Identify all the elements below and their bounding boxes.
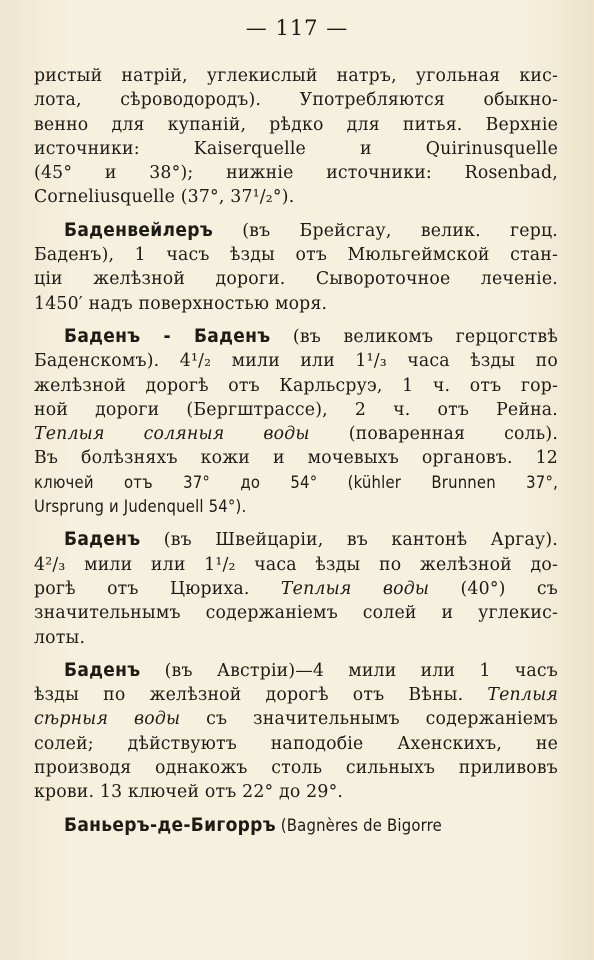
entry-heading: Баденъ - Баденъ — [64, 324, 271, 347]
text-line — [34, 577, 558, 601]
entry-heading: Баденвейлеръ — [64, 218, 213, 241]
text-segment: (40°) съ — [429, 578, 558, 599]
text-line: Ursprung и Judenquell 54°). — [34, 497, 247, 517]
entry-badenweiler — [34, 218, 558, 316]
text-line: крови. 13 ключей отъ 22° до 29°. — [34, 782, 344, 803]
entry-first-line — [34, 324, 558, 349]
entry-first-line — [34, 527, 558, 552]
text-line: 4²/₃ мили или 1¹/₂ часа ѣзды по желѣзной до- — [34, 554, 558, 575]
entry-first-line — [34, 658, 558, 683]
text-line: ристый натрій, углекислый натръ, угольная кис- — [34, 66, 558, 86]
text-line — [34, 422, 558, 446]
text-line: ной дороги (Бергштрассе), 2 ч. отъ Рейна. — [34, 399, 558, 420]
text-segment: рогѣ отъ Цюриха. — [34, 578, 281, 599]
entry-line-rest: (въ Швейцаріи, въ кантонѣ Аргау). — [140, 530, 558, 551]
text-line: значительнымъ содержаніемъ солей и углекис- — [34, 603, 558, 624]
text-line: Баденскомъ). 4¹/₂ мили или 1¹/₃ часа ѣзды по — [34, 351, 558, 372]
italic-phrase: Теплыя воды — [280, 578, 430, 599]
text-segment: съ значительнымъ содержаніемъ — [180, 709, 558, 730]
text-line: Corneliusquelle (37°, 37¹/₂°). — [34, 187, 295, 208]
page-number: — 117 — — [245, 16, 349, 40]
italic-phrase: Теплыя соляныя воды — [34, 424, 310, 445]
text-line: лоты. — [34, 627, 86, 648]
text-line — [34, 683, 558, 707]
entry-heading: Баденъ — [64, 528, 141, 551]
entry-line-rest: (въ великомъ герцогствѣ — [270, 326, 558, 347]
text-line: желѣзной дорогѣ отъ Карльсруэ, 1 ч. отъ гор- — [34, 375, 558, 396]
entry-baden-switzerland — [34, 527, 558, 649]
text-segment: (поваренная соль). — [309, 424, 559, 445]
text-line: Баденъ), 1 часъ ѣзды отъ Мюльгеймской стан- — [34, 245, 558, 266]
text-line — [34, 707, 558, 731]
intro-paragraph — [34, 64, 558, 210]
italic-phrase: Теплыя — [487, 685, 558, 706]
entry-line-rest: (въ Брейсгау, велик. герц. — [212, 220, 558, 241]
text-line: Въ болѣзняхъ кожи и мочевыхъ органовъ. 12 — [34, 448, 558, 469]
text-line: лота, сѣроводородъ). Употребляются обыкно- — [34, 90, 558, 111]
text-segment: ѣзды по желѣзной дорогѣ отъ Вѣны. — [34, 685, 488, 706]
entry-line-rest: (въ Австріи)—4 мили или 1 часъ — [140, 660, 558, 681]
entry-baden-baden — [34, 324, 558, 519]
entry-bagneres-de-bigorre — [34, 813, 558, 838]
text-line: ключей отъ 37° до 54° (kühler Brunnen 37°, — [34, 472, 558, 492]
text-line: венно для купаній, рѣдко для питья. Верхніе — [34, 114, 558, 135]
text-line: источники: Kaiserquelle и Quirinusquelle — [34, 138, 558, 159]
text-line: 1450′ надъ поверхностью моря. — [34, 293, 328, 314]
entry-heading: Баньеръ-де-Бигорръ — [64, 813, 276, 836]
entry-first-line — [34, 813, 558, 838]
text-line: производя однакожъ столь сильныхъ приливовъ — [34, 758, 558, 779]
italic-phrase: сѣрныя воды — [34, 709, 181, 730]
entry-baden-austria — [34, 658, 558, 805]
entry-line-rest: (Bagnères de Bigorre — [275, 815, 442, 835]
text-line: (45° и 38°); нижніе источники: Rosenbad, — [34, 163, 558, 184]
entry-heading: Баденъ — [64, 658, 141, 681]
entry-first-line — [34, 218, 558, 243]
text-line: солей; дѣйствуютъ наподобіе Ахенскихъ, не — [34, 733, 558, 754]
page-text — [34, 64, 558, 838]
text-line: ціи желѣзной дороги. Сывороточное леченіе. — [34, 269, 558, 290]
